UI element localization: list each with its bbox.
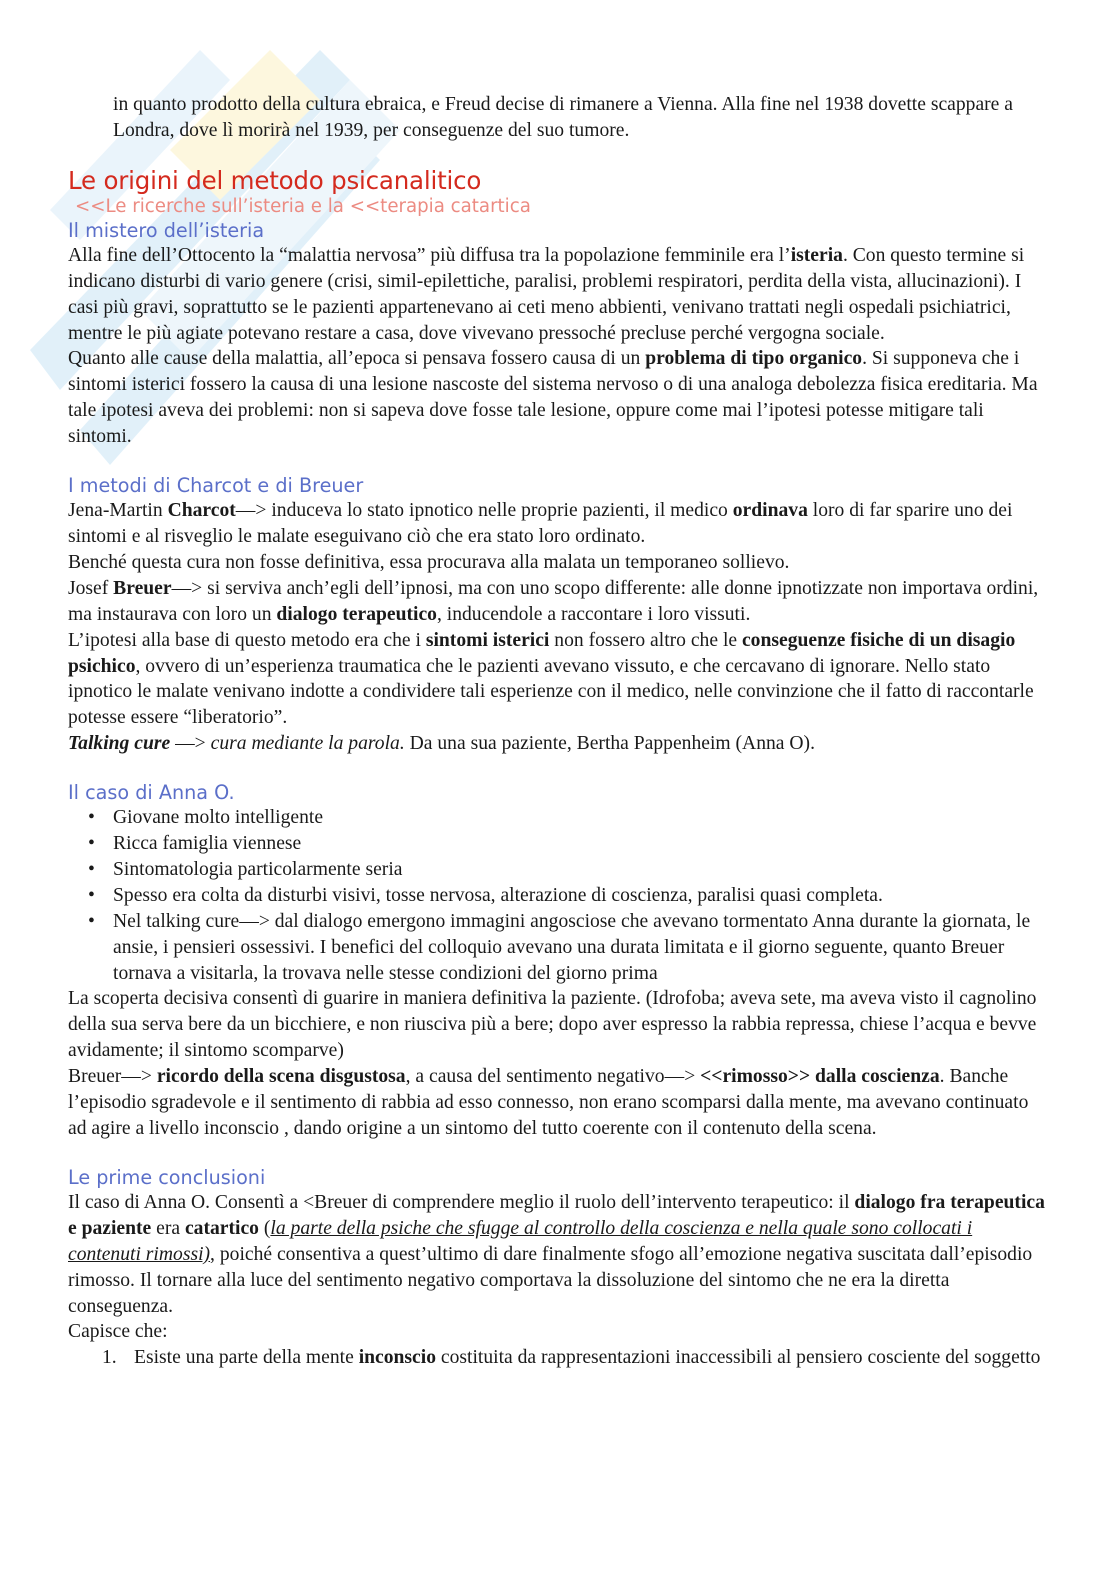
mistero-paragraph-2: Quanto alle cause della malattia, all’epoca si pensava fossero causa di un problema di tipo organico. Si supponeva che i sintomi isterici fossero la causa di una lesione nascoste del sistema nervoso o di una analoga debolezza fisica ereditaria. Ma tale ipotesi aveva dei problemi: non si sapeva dove fosse tale lesione, oppure come mai l’ipotesi potesse mitigare tali sintomi. [68,348,1038,448]
anna-bullet-list [68,805,1046,986]
metodi-paragraph-4: L’ipotesi alla base di questo metodo era che i sintomi isterici non fossero altro che le conseguenze fisiche di un disagio psichico, ovvero di un’esperienza traumatica che le pazienti avevano vissuto, e che cercavano di ignorare. Nello stato ipnotico le malate venivano indotte a condividere tali esperienze con il medico, nelle convinzione che il fatto di raccontarle potesse essere “liberatorio”. [68,629,1034,729]
conclusioni-numbered-list [68,1345,1046,1371]
list-item: 1. Esiste una parte della mente inconscio costituita da rappresentazioni inaccessibili al pensiero cosciente del soggetto [102,1347,1041,1369]
heading-mistero: Il mistero dell’isteria [68,218,265,242]
list-item: • Ricca famiglia viennese [113,831,1046,857]
list-item: • Nel talking cure—> dal dialogo emergono immagini angosciose che avevano tormentato Anna durante la giornata, le ansie, i pensieri ossessivi. I benefici del colloquio avevano una durata limitata e il giorno seguente, quanto Breuer tornava a visitarla, la trovava nelle stesse condizioni del giorno prima [113,909,1046,987]
metodi-paragraph-3: Josef Breuer—> si serviva anch’egli dell’ipnosi, ma con uno scopo differente: alle donne ipnotizzate non importava ordini, ma instaurava con loro un dialogo terapeutico, inducendole a raccontare i loro vissuti. [68,577,1039,625]
anna-paragraph-2: Breuer—> ricordo della scena disgustosa, a causa del sentimento negativo—> <<rimosso>> dalla coscienza. Banche l’episodio sgradevole e il sentimento di rabbia ad esso connesso, non erano scomparsi dalla mente, ma avevano continuato ad agire a livello inconscio , dando origine a un sintomo del tutto coerente con il contenuto della scena. [68,1066,1029,1139]
anna-paragraph-1: La scoperta decisiva consentì di guarire in maniera definitiva la paziente. (Idrofoba; aveva sete, ma aveva visto il cagnolino della sua serva bere da un bicchiere, e non riusciva più a bere; dopo aver espresso la rabbia repressa, chiese l’acqua e bevve avidamente; il sintomo scomparve) [68,988,1037,1062]
list-item: • Spesso era colta da disturbi visivi, tosse nervosa, alterazione di coscienza, paralisi quasi completa. [113,883,1046,909]
heading-metodi: I metodi di Charcot e di Breuer [68,474,364,498]
list-item: • Giovane molto intelligente [113,805,1046,831]
section-title: Le origini del metodo psicanalitico [68,165,482,195]
intro-paragraph: in quanto prodotto della cultura ebraica, e Freud decise di rimanere a Vienna. Alla fine nel 1938 dovette scappare a Londra, dove lì morirà nel 1939, per conseguenze del suo tumore. [113,94,1013,141]
mistero-paragraph-1: Alla fine dell’Ottocento la “malattia nervosa” più diffusa tra la popolazione femminile era l’isteria. Con questo termine si indicano disturbi di vario genere (crisi, simil-epilettiche, paralisi, problemi respiratori, perdita della vista, allucinazioni). I casi più gravi, soprattutto se le pazienti appartenevano ai ceti meno abbienti, venivano trattati negli ospedali psichiatrici, mentre le più agiate potevano restare a casa, dove vivevano pressoché precluse perché vergogna sociale. [68,244,1025,344]
conclusioni-paragraph-2: Capisce che: [68,1321,168,1343]
heading-conclusioni: Le prime conclusioni [68,1165,266,1189]
section-subtitle: <<Le ricerche sull’isteria e la <<terapia catartica [75,195,531,217]
document-page [68,92,1046,1371]
metodi-paragraph-1: Jena-Martin Charcot—> induceva lo stato ipnotico nelle proprie pazienti, il medico ordinava loro di far sparire uno dei sintomi e al risveglio le malate eseguivano ciò che era stato loro ordinato. [68,500,1013,547]
metodi-paragraph-2: Benché questa cura non fosse definitiva, essa procurava alla malata un temporaneo sollievo. [68,551,790,573]
list-item: • Sintomatologia particolarmente seria [113,857,1046,883]
heading-anna: Il caso di Anna O. [68,781,235,805]
metodi-paragraph-5: Talking cure —> cura mediante la parola. Da una sua paziente, Bertha Pappenheim (Anna O). [68,733,815,755]
conclusioni-paragraph-1: Il caso di Anna O. Consentì a <Breuer di comprendere meglio il ruolo dell’intervento terapeutico: il dialogo fra terapeutica e paziente era catartico (la parte della psiche che sfugge al controllo della coscienza e nella quale sono collocati i contenuti rimossi), poiché consentiva a quest’ultimo di dare finalmente sfogo all’emozione negativa suscitata dall’episodio rimosso. Il tornare alla luce del sentimento negativo comportava la dissoluzione del sintomo che ne era la diretta conseguenza. [68,1191,1045,1317]
